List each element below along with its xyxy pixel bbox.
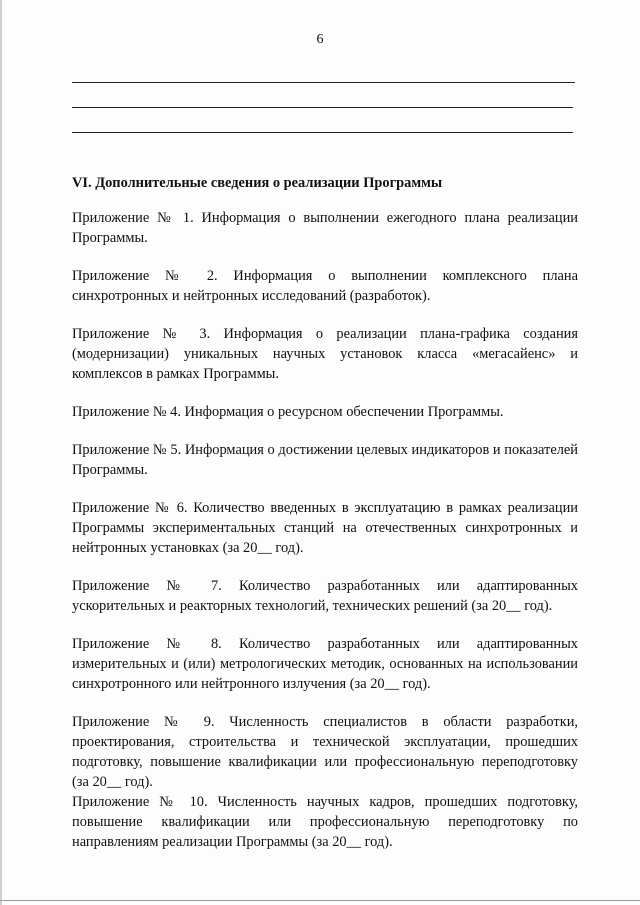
appendix-3: Приложение № 3. Информация о реализации плана-графика создания (модернизации) уникальных научных установок класса «мегасайенс» и комплексов в рамках Программы. bbox=[72, 326, 578, 382]
appendix-5: Приложение № 5. Информация о достижении целевых индикаторов и показателей Программы. bbox=[72, 442, 578, 478]
blank-line-3 bbox=[72, 132, 573, 133]
page-number: 6 bbox=[316, 32, 324, 47]
appendix-8: Приложение № 8. Количество разработанных или адаптированных измерительных и (или) метрологических методик, основанных на использовании синхротронного или нейтронного излучения (за 20__ год). bbox=[72, 636, 578, 692]
appendix-2: Приложение № 2. Информация о выполнении комплексного плана синхротронных и нейтронных исследований (разработок). bbox=[72, 268, 578, 304]
appendix-7: Приложение № 7. Количество разработанных или адаптированных ускорительных и реакторных технологий, технических решений (за 20__ год). bbox=[72, 578, 578, 614]
appendix-6: Приложение № 6. Количество введенных в эксплуатацию в рамках реализации Программы экспериментальных станций на отечественных синхротронных и нейтронных установках (за 20__ год). bbox=[72, 500, 578, 556]
blank-line-1 bbox=[72, 82, 575, 83]
section-content bbox=[72, 173, 578, 852]
appendix-4: Приложение № 4. Информация о ресурсном обеспечении Программы. bbox=[72, 404, 504, 420]
appendix-10: Приложение № 10. Численность научных кадров, прошедших подготовку, повышение квалификации или профессиональную переподготовку по направлениям реализации Программы (за 20__ год). bbox=[72, 794, 578, 850]
blank-line-2 bbox=[72, 107, 573, 108]
scan-left-edge bbox=[0, 0, 2, 905]
appendix-1: Приложение № 1. Информация о выполнении ежегодного плана реализации Программы. bbox=[72, 210, 578, 246]
scan-bottom-edge bbox=[0, 900, 640, 901]
section-heading: VI. Дополнительные сведения о реализации Программы bbox=[72, 175, 443, 191]
appendix-9: Приложение № 9. Численность специалистов в области разработки, проектирования, строительства и технической эксплуатации, прошедших подготовку, повышение квалификации или профессиональную переподготовку (за 20__ год). bbox=[72, 714, 578, 790]
